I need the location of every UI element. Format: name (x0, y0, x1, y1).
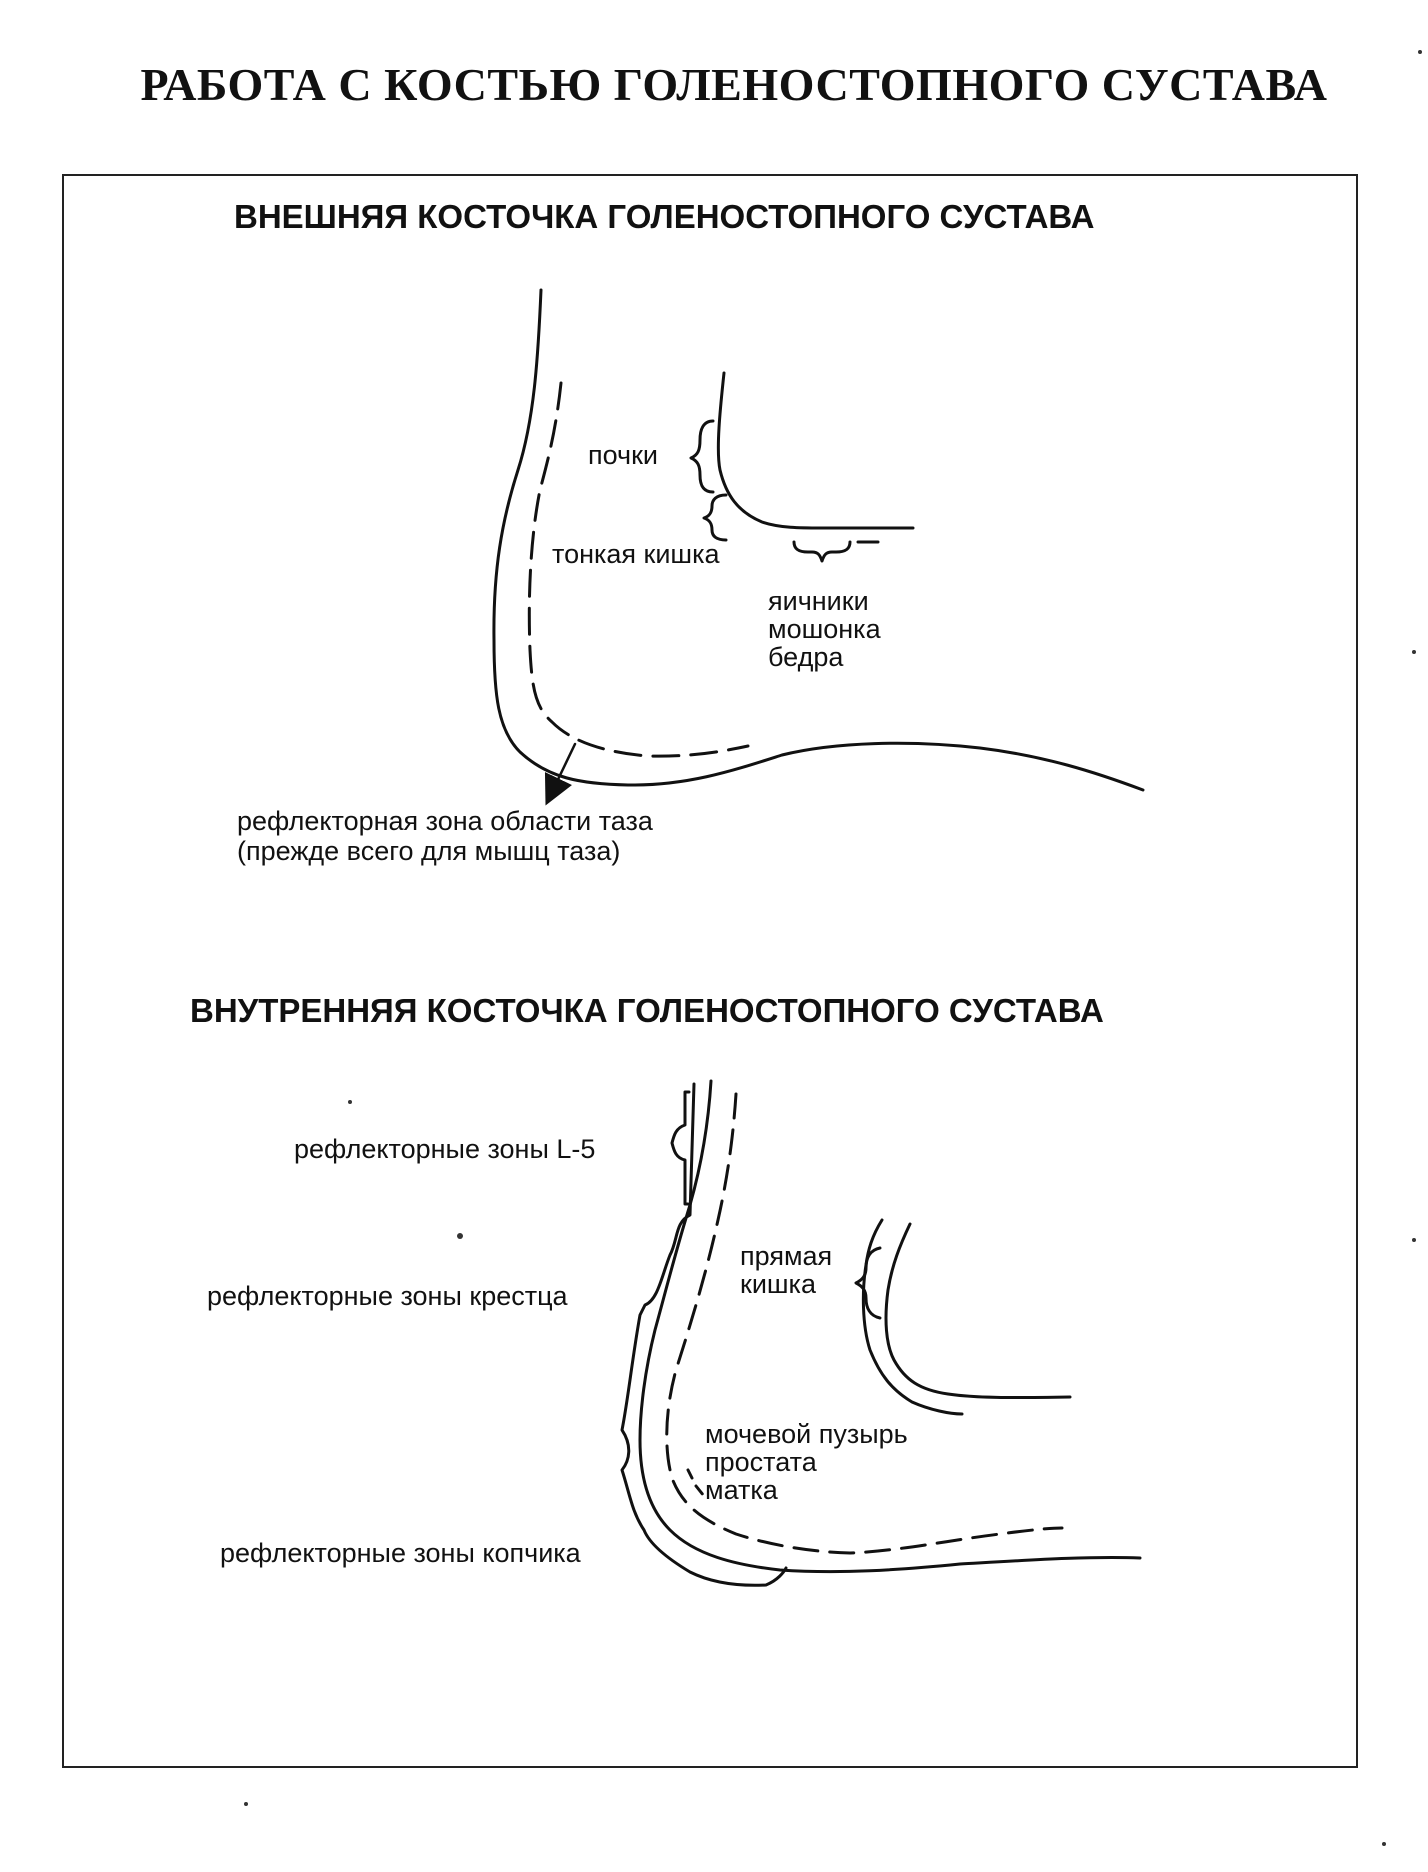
label-l5-zones: рефлекторные зоны L-5 (294, 1134, 596, 1164)
inner-ankle-bone (886, 1224, 1070, 1398)
scan-specks (244, 50, 1422, 1846)
ovaries-brace (794, 542, 878, 561)
label-bladder: мочевой пузырь (705, 1419, 908, 1449)
bladder-dashes (688, 1470, 704, 1496)
label-pelvis-zone: рефлекторная зона области таза (237, 806, 653, 836)
label-rectum-2: кишка (740, 1269, 816, 1299)
label-prostate: простата (705, 1447, 817, 1477)
label-rectum-1: прямая (740, 1241, 833, 1271)
label-ovaries: яичники (768, 586, 869, 616)
label-pelvis-note: (прежде всего для мышц таза) (237, 836, 621, 866)
outer-ankle-title: ВНЕШНЯЯ КОСТОЧКА ГОЛЕНОСТОПНОГО СУСТАВА (234, 198, 1095, 235)
label-sacrum-zones: рефлекторные зоны крестца (207, 1281, 568, 1311)
outer-ankle-bone (718, 373, 913, 528)
rectum-brace (856, 1248, 880, 1318)
label-kidneys: почки (588, 440, 659, 470)
label-scrotum: мошонка (768, 614, 881, 644)
small-intestine-brace (704, 495, 726, 540)
label-uterus: матка (705, 1475, 778, 1505)
kidneys-brace (691, 421, 713, 492)
page-title: РАБОТА С КОСТЬЮ ГОЛЕНОСТОПНОГО СУСТАВА (140, 59, 1328, 110)
label-coccyx-zones: рефлекторные зоны копчика (220, 1538, 581, 1568)
inner-heel-outer-contour (622, 1084, 786, 1585)
outer-reflex-zone-dashed (529, 383, 748, 756)
inner-ankle-title: ВНУТРЕННЯЯ КОСТОЧКА ГОЛЕНОСТОПНОГО СУСТАВА (190, 992, 1104, 1029)
label-thighs: бедра (768, 642, 844, 672)
pelvis-arrow (552, 744, 575, 792)
label-small-intestine: тонкая кишка (552, 539, 720, 569)
outer-heel-contour (494, 290, 1143, 790)
inner-heel-inner-contour (640, 1081, 1140, 1572)
l5-bracket (672, 1092, 689, 1204)
